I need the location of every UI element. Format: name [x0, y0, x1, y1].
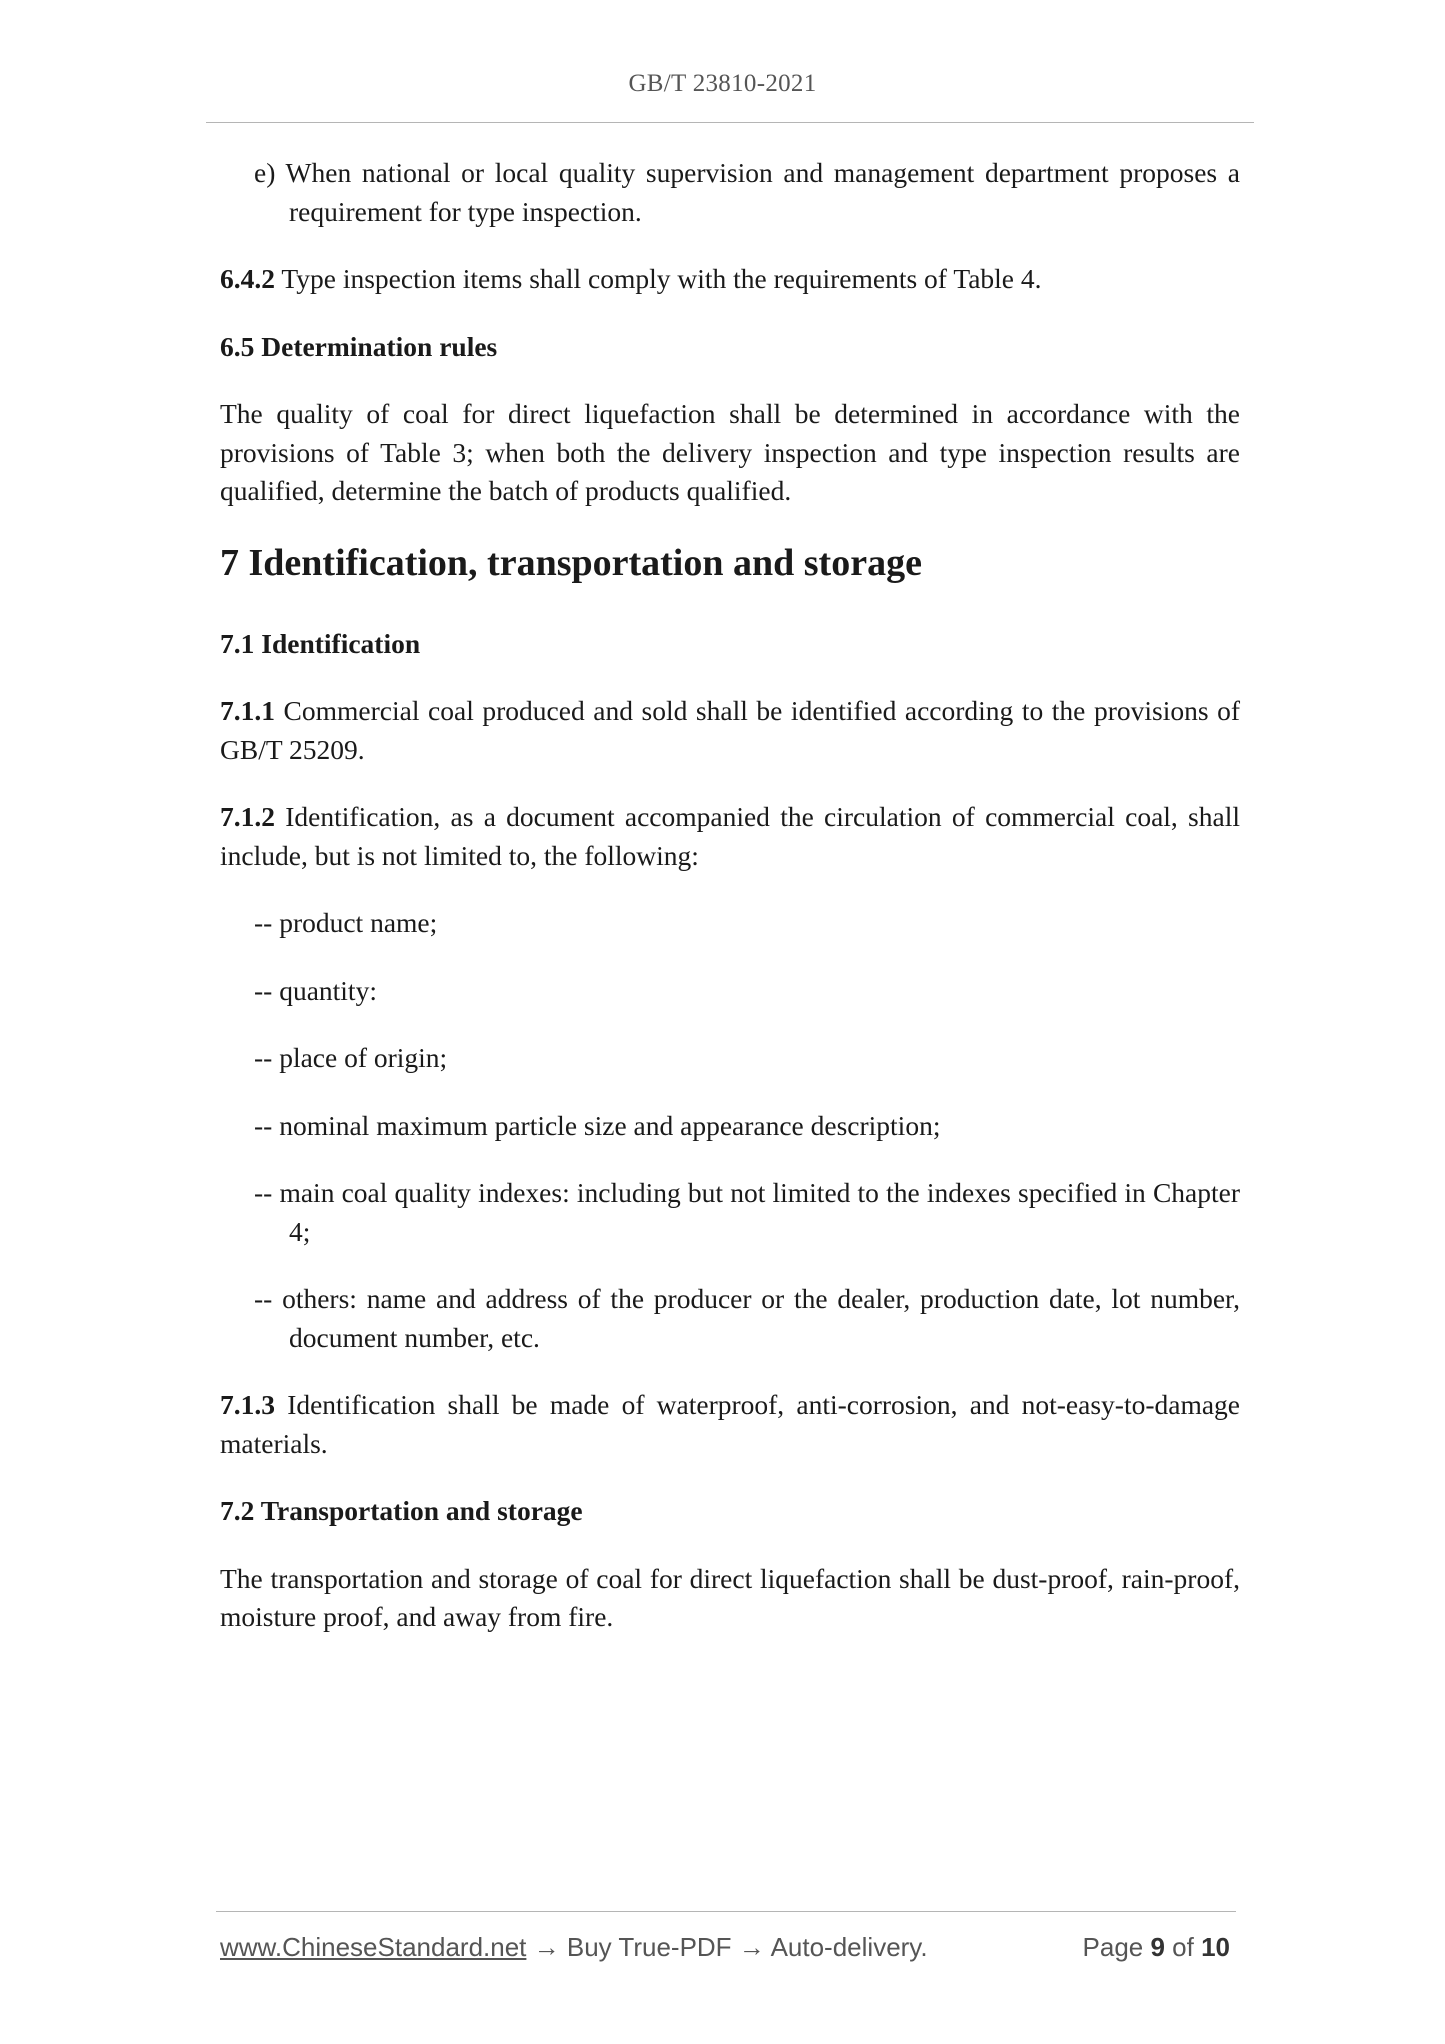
- footer-promo-text: → Buy True-PDF → Auto-delivery.: [526, 1932, 928, 1962]
- page-total: 10: [1201, 1932, 1230, 1962]
- list-item: -- others: name and address of the producer or the dealer, production date, lot number, document number, etc.: [254, 1283, 1240, 1353]
- clause-number: 7.1.2: [220, 801, 275, 832]
- list-item: -- product name;: [254, 907, 438, 938]
- page-number: [1083, 1932, 1230, 1963]
- page-label: Page: [1082, 1932, 1151, 1962]
- section-heading-6-5: 6.5 Determination rules: [220, 330, 498, 362]
- footer-promo: [220, 1932, 928, 1963]
- website-link[interactable]: www.ChineseStandard.net: [220, 1932, 527, 1962]
- clause-7-1-1: [220, 692, 1240, 769]
- clause-7-1-2: [220, 798, 1240, 875]
- section-heading-7-1: 7.1 Identification: [220, 627, 421, 659]
- clause-6-4-2: [220, 260, 1240, 299]
- paragraph-7-2: The transportation and storage of coal for direct liquefaction shall be dust-proof, rain-proof, moisture proof, and away from fire.: [220, 1562, 1240, 1632]
- list-item: -- quantity:: [254, 974, 377, 1006]
- clause-text: Type inspection items shall comply with the requirements of Table 4.: [275, 263, 1042, 294]
- clause-number: 7.1.1: [220, 695, 275, 726]
- list-item: -- main coal quality indexes: including but not limited to the indexes specified in Chapter 4;: [254, 1177, 1240, 1247]
- page-current: 9: [1150, 1932, 1165, 1962]
- chapter-heading-7: 7 Identification, transportation and storage: [220, 541, 922, 584]
- list-item: -- nominal maximum particle size and appearance description;: [254, 1109, 941, 1141]
- header-divider: [206, 122, 1254, 123]
- footer-divider: [216, 1911, 1236, 1912]
- clause-text: Identification, as a document accompanied the circulation of commercial coal, shall include, but is not limited to, the following:: [220, 801, 1240, 871]
- document-body: [220, 154, 1240, 1666]
- clause-7-1-3: [220, 1386, 1240, 1463]
- header-standard-code: GB/T 23810-2021: [628, 70, 817, 97]
- clause-text: Identification shall be made of waterproof, anti-corrosion, and not-easy-to-damage materials.: [220, 1389, 1240, 1459]
- page-of: of: [1164, 1932, 1202, 1962]
- clause-number: 7.1.3: [220, 1389, 275, 1420]
- clause-text: Commercial coal produced and sold shall be identified according to the provisions of GB/T 25209.: [220, 695, 1240, 765]
- list-item-e: e) When national or local quality supervision and management department proposes a requirement for type inspection.: [254, 157, 1240, 227]
- list-item: -- place of origin;: [254, 1042, 448, 1073]
- section-heading-7-2: 7.2 Transportation and storage: [220, 1495, 583, 1526]
- paragraph-6-5: The quality of coal for direct liquefaction shall be determined in accordance with the provisions of Table 3; when both the delivery inspection and type inspection results are qualified, determine the batch of products qualified.: [220, 398, 1240, 506]
- clause-number: 6.4.2: [220, 263, 275, 294]
